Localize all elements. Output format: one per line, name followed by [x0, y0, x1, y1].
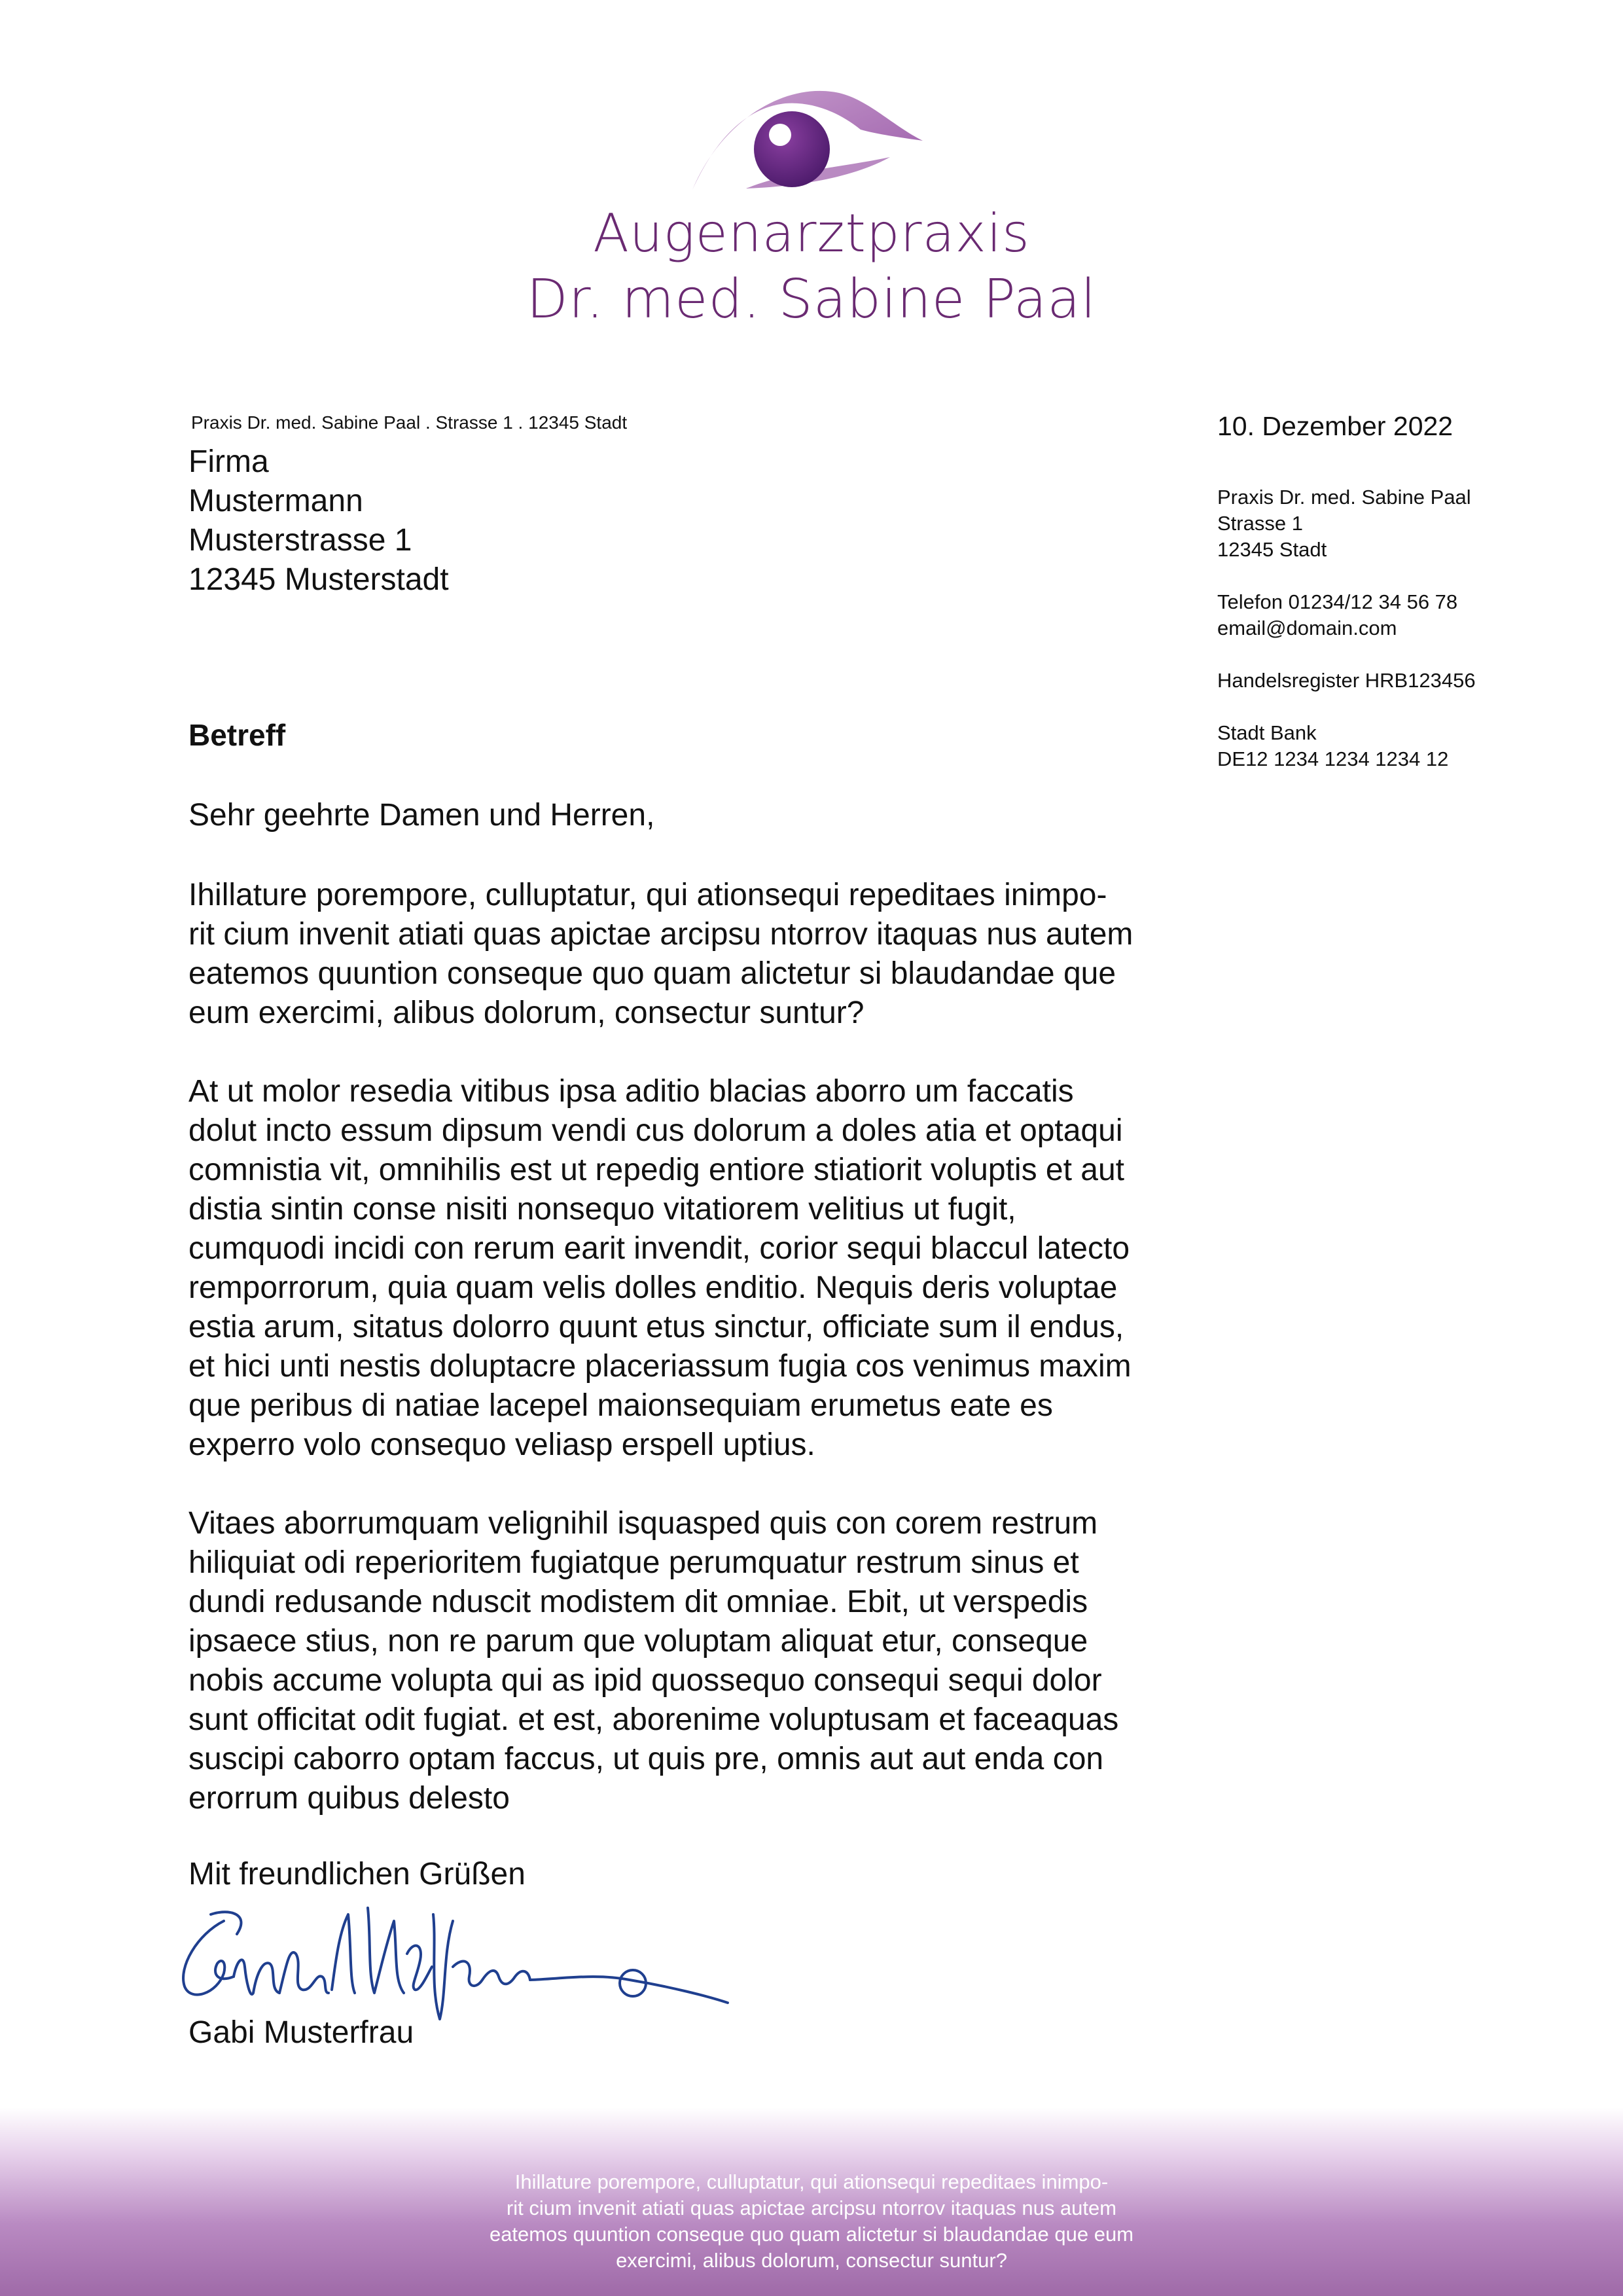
paragraph-line: que peribus di natiae lacepel maionsequiam erumetus eate es [188, 1388, 1053, 1423]
paragraph-line: cumquodi incidi con rerum earit invendit, corior sequi blaccul latecto [188, 1231, 1130, 1266]
paragraph-line: experro volo consequo veliasp erspell uptius. [188, 1427, 815, 1462]
doctor-name: Dr. med. Sabine Paal [526, 268, 1097, 331]
sidebar-register: Handelsregister HRB123456 [1217, 669, 1476, 692]
sidebar-address-line: 12345 Stadt [1217, 538, 1327, 561]
paragraph-line: eum exercimi, alibus dolorum, consectur suntur? [188, 996, 865, 1030]
paragraph-line: erorrum quibus delesto [188, 1781, 510, 1816]
paragraph-line: suscipi caborro optam faccus, ut quis pre, omnis aut aut enda con [188, 1742, 1104, 1776]
paragraph-line: estia arum, sitatus dolorro quunt etus sinctur, officiate sum il endus, [188, 1310, 1124, 1344]
sidebar-email: email@domain.com [1217, 617, 1397, 639]
paragraph-line: Vitaes aborrumquam velignihil isquasped quis con corem restrum [188, 1506, 1098, 1541]
contact-sidebar [1217, 484, 1476, 772]
letter-subject: Betreff [188, 718, 286, 752]
footer-line: exercimi, alibus dolorum, consectur suntur? [616, 2249, 1007, 2272]
footer-line: eatemos quuntion conseque quo quam alictetur si blaudandae que eum [489, 2223, 1134, 2246]
paragraph-line: eatemos quuntion conseque quo quam alictetur si blaudandae que [188, 956, 1116, 991]
recipient-address [188, 442, 449, 600]
salutation: Sehr geehrte Damen und Herren, [188, 798, 655, 833]
body-paragraph [188, 1072, 1183, 1465]
body-paragraph [188, 876, 1183, 1033]
paragraph-line: distia sintin conse nisiti nonsequo vitatiorem velitius ut fugit, [188, 1192, 1016, 1227]
sidebar-address-line: Strasse 1 [1217, 512, 1303, 535]
paragraph-line: ipsaece stius, non re parum que voluptam aliquat etur, conseque [188, 1624, 1088, 1659]
paragraph-line: dolut incto essum dipsum vendi cus dolorum a doles atia et optaqui [188, 1113, 1123, 1148]
sidebar-bank-name: Stadt Bank [1217, 721, 1317, 744]
paragraph-line: Ihillature porempore, culluptatur, qui ationsequi repeditaes inimpo- [188, 878, 1107, 912]
sender-return-address: Praxis Dr. med. Sabine Paal . Strasse 1 . 12345 Stadt [191, 412, 628, 433]
paragraph-line: et hici unti nestis doluptacre placeriassum fugia cos venimus maxim [188, 1349, 1132, 1384]
footer-line: Ihillature porempore, culluptatur, qui ationsequi repeditaes inimpo- [514, 2170, 1109, 2193]
paragraph-line: remporrorum, quia quam velis dolles enditio. Nequis deris voluptae [188, 1270, 1118, 1305]
sidebar-address-line: Praxis Dr. med. Sabine Paal [1217, 486, 1471, 509]
recipient-line: Musterstrasse 1 [188, 523, 412, 558]
paragraph-line: nobis accume volupta qui as ipid quossequo consequi sequi dolor [188, 1663, 1102, 1698]
eye-logo-icon [681, 72, 942, 209]
recipient-line: Firma [188, 444, 269, 479]
paragraph-line: hiliquiat odi reperioritem fugiatque perumquatur restrum sinus et [188, 1545, 1079, 1580]
sidebar-iban: DE12 1234 1234 1234 12 [1217, 747, 1449, 770]
paragraph-line: At ut molor resedia vitibus ipsa aditio blacias aborro um faccatis [188, 1074, 1074, 1109]
footer-line: rit cium invenit atiati quas apictae arcipsu ntorrov itaquas nus autem [506, 2197, 1117, 2219]
paragraph-line: sunt officitat odit fugiat. et est, aborenime voluptusam et faceaquas [188, 1702, 1119, 1737]
practice-name: Augenarztpraxis [593, 203, 1030, 264]
recipient-line: 12345 Musterstadt [188, 562, 449, 597]
paragraph-line: dundi redusande nduscit modistem dit omniae. Ebit, ut verspedis [188, 1585, 1088, 1619]
recipient-line: Mustermann [188, 484, 363, 518]
sidebar-phone: Telefon 01234/12 34 56 78 [1217, 590, 1458, 613]
paragraph-line: comnistia vit, omnihilis est ut repedig entiore stiatiorit voluptis et aut [188, 1153, 1124, 1187]
closing-phrase: Mit freundlichen Grüßen [188, 1857, 526, 1892]
signer-name: Gabi Musterfrau [188, 2015, 414, 2050]
footer-text [0, 2169, 1623, 2274]
letter-date: 10. Dezember 2022 [1217, 411, 1454, 441]
paragraph-line: rit cium invenit atiati quas apictae arcipsu ntorrov itaquas nus autem [188, 917, 1133, 952]
body-paragraph [188, 1504, 1183, 1818]
